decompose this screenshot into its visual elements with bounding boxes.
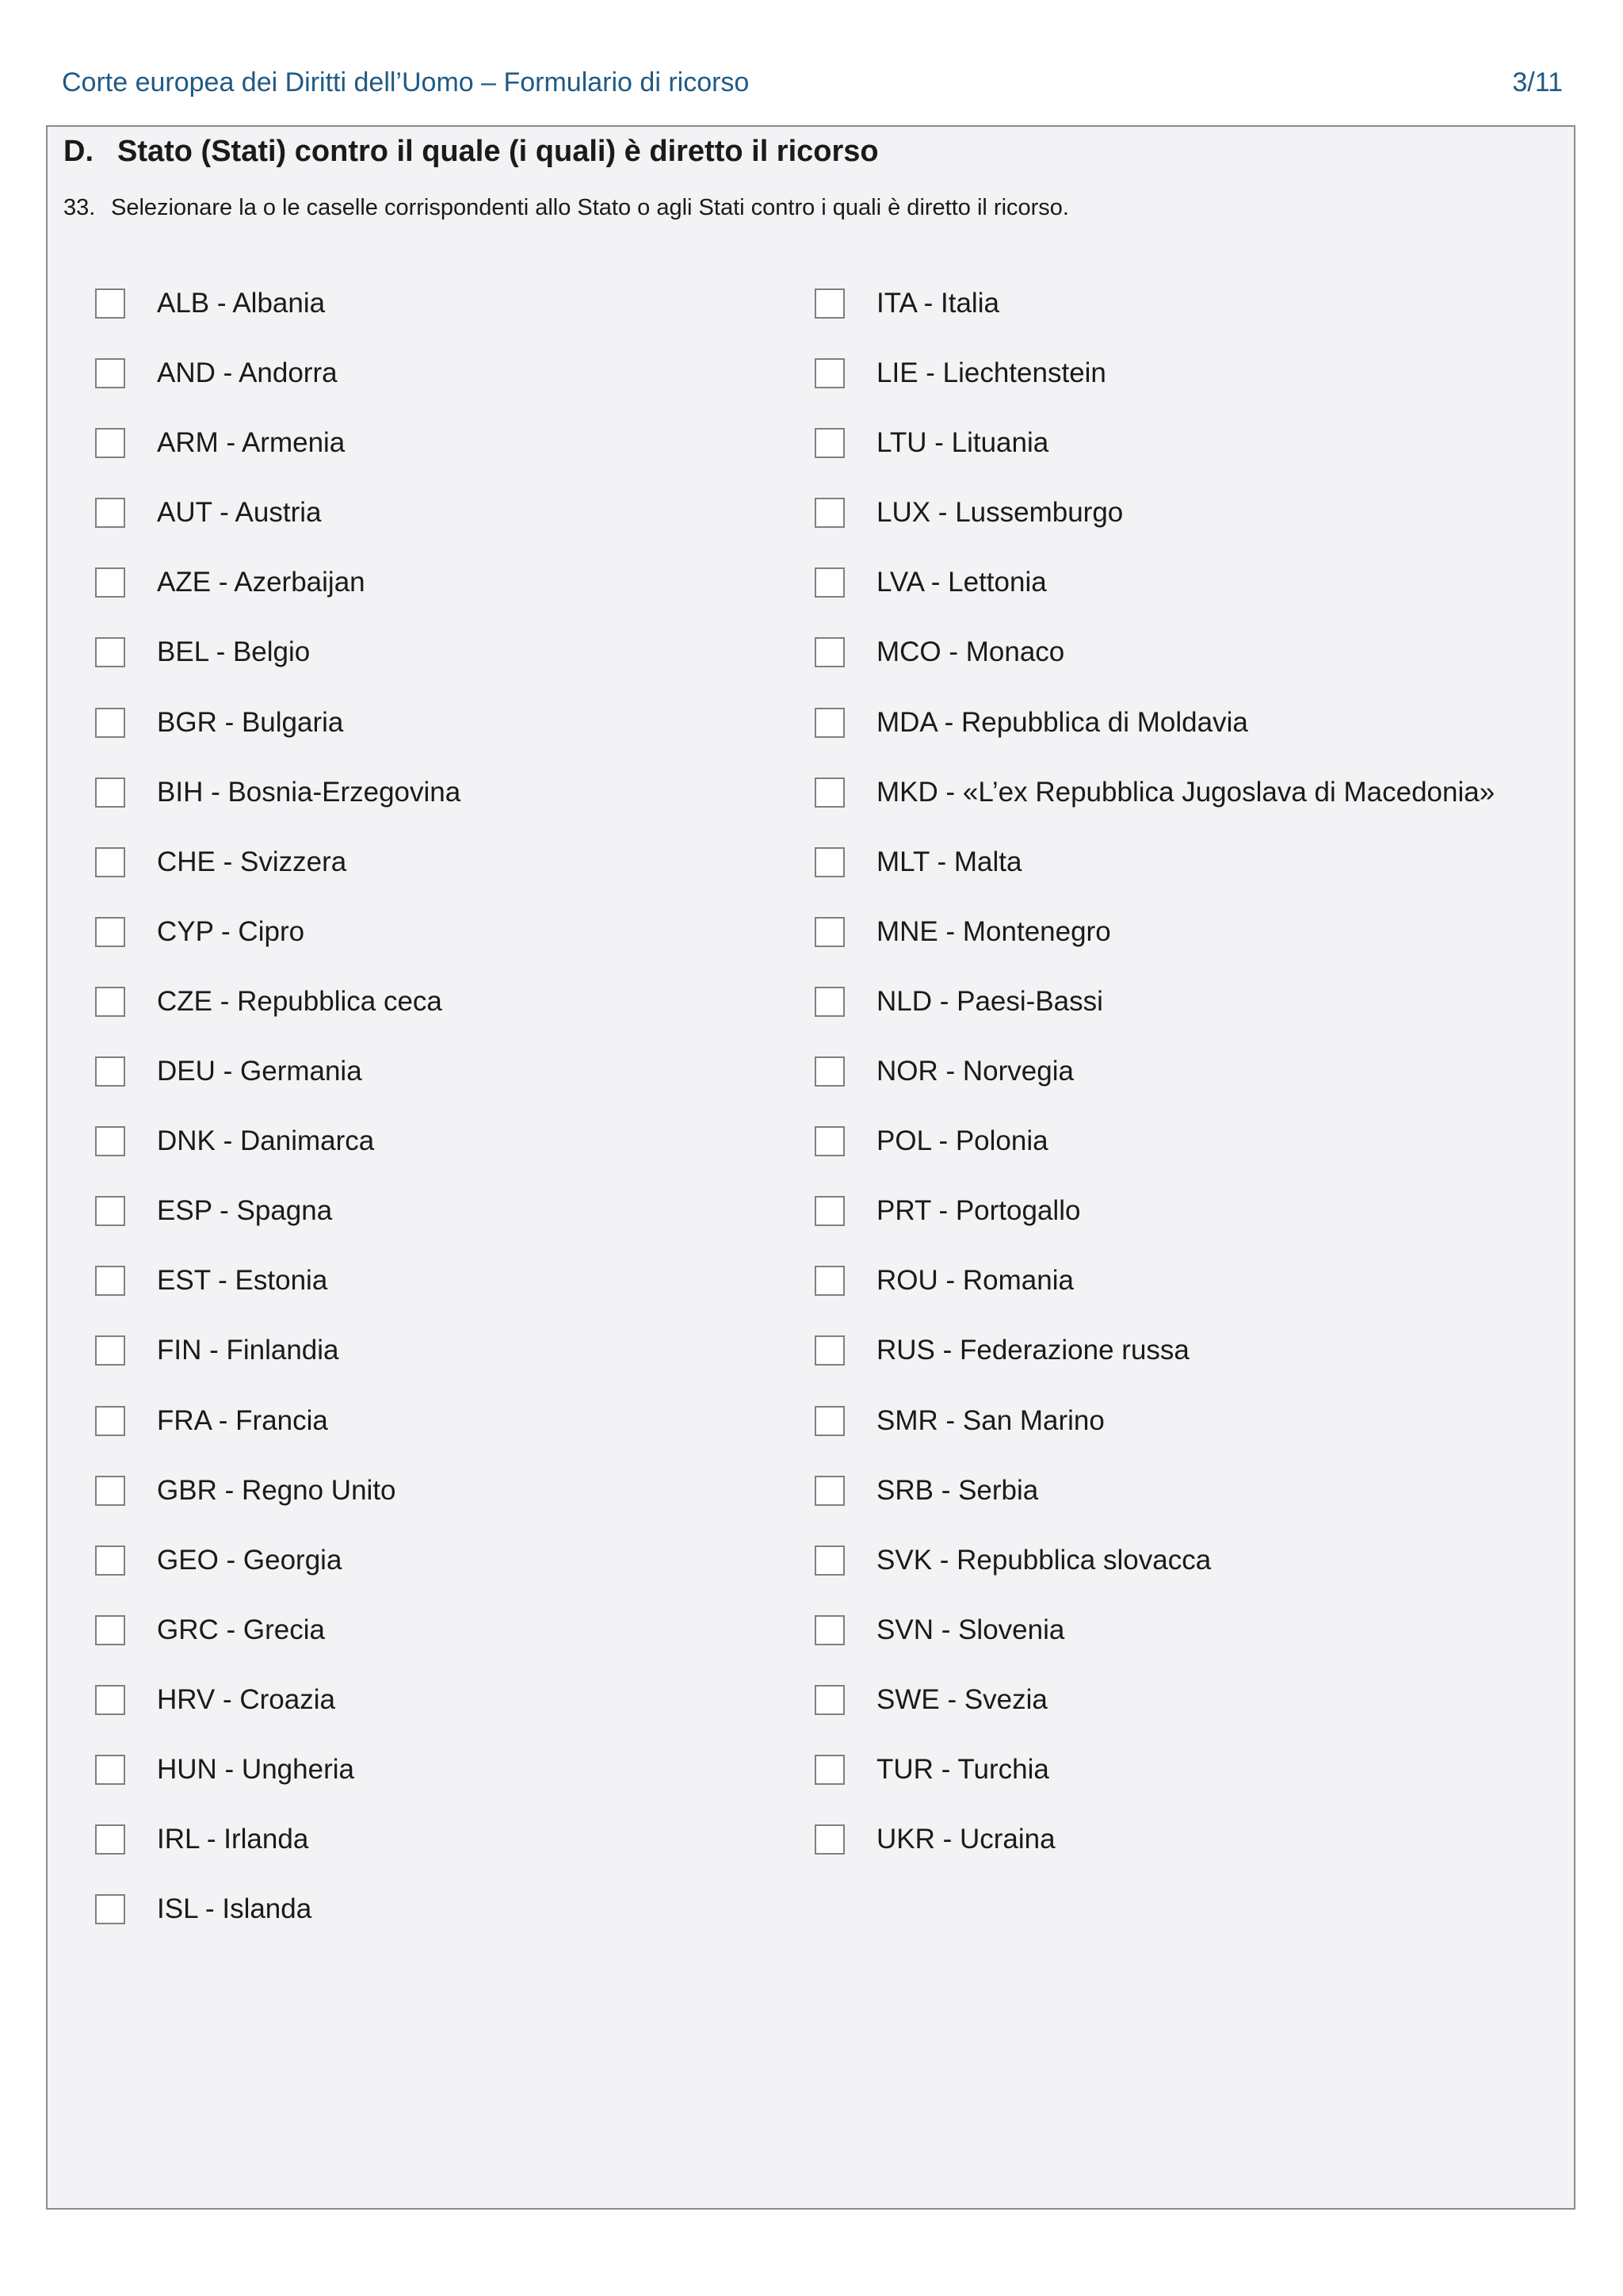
state-item-srb xyxy=(815,1473,1495,1542)
state-item-bel xyxy=(95,634,460,704)
checkbox-alb[interactable] xyxy=(95,288,125,319)
state-item-mco xyxy=(815,634,1495,704)
checkbox-cyp[interactable] xyxy=(95,917,125,947)
state-label-mkd: MKD - «L’ex Repubblica Jugoslava di Macedonia» xyxy=(876,776,1495,808)
state-item-aze xyxy=(95,564,460,634)
checkbox-rus[interactable] xyxy=(815,1335,845,1366)
checkbox-lva[interactable] xyxy=(815,567,845,598)
checkbox-mlt[interactable] xyxy=(815,847,845,877)
state-label-lie: LIE - Liechtenstein xyxy=(876,357,1106,389)
checkbox-ltu[interactable] xyxy=(815,428,845,458)
checkbox-arm[interactable] xyxy=(95,428,125,458)
checkbox-aut[interactable] xyxy=(95,498,125,528)
state-item-est xyxy=(95,1263,460,1332)
checkbox-nld[interactable] xyxy=(815,987,845,1017)
state-item-bih xyxy=(95,774,460,844)
state-label-tur: TUR - Turchia xyxy=(876,1753,1049,1785)
state-label-ltu: LTU - Lituania xyxy=(876,427,1049,459)
state-item-lva xyxy=(815,564,1495,634)
state-label-smr: SMR - San Marino xyxy=(876,1404,1105,1436)
state-item-cyp xyxy=(95,914,460,984)
state-item-mkd xyxy=(815,774,1495,844)
question-number: 33. xyxy=(63,195,96,220)
state-item-fra xyxy=(95,1403,460,1473)
checkbox-lux[interactable] xyxy=(815,498,845,528)
state-item-svk xyxy=(815,1542,1495,1612)
checkbox-mda[interactable] xyxy=(815,708,845,738)
state-item-grc xyxy=(95,1612,460,1682)
state-label-alb: ALB - Albania xyxy=(157,288,326,319)
state-item-smr xyxy=(815,1403,1495,1473)
checkbox-geo[interactable] xyxy=(95,1545,125,1576)
state-label-dnk: DNK - Danimarca xyxy=(157,1125,375,1157)
checkbox-fin[interactable] xyxy=(95,1335,125,1366)
state-item-isl xyxy=(95,1891,460,1961)
state-label-rou: ROU - Romania xyxy=(876,1265,1074,1297)
state-item-tur xyxy=(815,1752,1495,1821)
state-label-deu: DEU - Germania xyxy=(157,1056,362,1087)
state-item-svn xyxy=(815,1612,1495,1682)
state-item-swe xyxy=(815,1682,1495,1752)
state-label-mco: MCO - Monaco xyxy=(876,636,1065,668)
state-item-and xyxy=(95,355,460,425)
checkbox-bgr[interactable] xyxy=(95,708,125,738)
state-label-fin: FIN - Finlandia xyxy=(157,1335,339,1366)
state-item-arm xyxy=(95,425,460,495)
page-number: 3/11 xyxy=(1512,67,1563,97)
checkbox-pol[interactable] xyxy=(815,1126,845,1156)
state-label-pol: POL - Polonia xyxy=(876,1125,1048,1157)
state-list-right xyxy=(815,285,1495,1891)
state-label-hun: HUN - Ungheria xyxy=(157,1753,354,1785)
checkbox-cze[interactable] xyxy=(95,987,125,1017)
checkbox-bel[interactable] xyxy=(95,637,125,667)
state-item-bgr xyxy=(95,705,460,774)
state-item-nld xyxy=(815,984,1495,1053)
state-item-nor xyxy=(815,1053,1495,1123)
checkbox-mco[interactable] xyxy=(815,637,845,667)
state-item-pol xyxy=(815,1123,1495,1193)
state-label-and: AND - Andorra xyxy=(157,357,338,389)
question-33 xyxy=(63,195,1069,221)
state-item-geo xyxy=(95,1542,460,1612)
state-label-gbr: GBR - Regno Unito xyxy=(157,1474,396,1506)
state-label-esp: ESP - Spagna xyxy=(157,1195,333,1227)
checkbox-ukr[interactable] xyxy=(815,1824,845,1855)
state-label-bgr: BGR - Bulgaria xyxy=(157,706,344,738)
state-item-mlt xyxy=(815,844,1495,914)
checkbox-isl[interactable] xyxy=(95,1894,125,1924)
state-item-alb xyxy=(95,285,460,355)
state-label-grc: GRC - Grecia xyxy=(157,1614,325,1645)
checkbox-prt[interactable] xyxy=(815,1196,845,1226)
section-d-panel xyxy=(46,125,1575,2210)
state-label-nor: NOR - Norvegia xyxy=(876,1056,1074,1087)
state-label-geo: GEO - Georgia xyxy=(157,1544,342,1576)
checkbox-est[interactable] xyxy=(95,1266,125,1296)
state-label-bel: BEL - Belgio xyxy=(157,636,311,668)
section-letter: D. xyxy=(63,135,94,168)
state-item-rus xyxy=(815,1332,1495,1402)
checkbox-srb[interactable] xyxy=(815,1476,845,1506)
state-label-fra: FRA - Francia xyxy=(157,1404,328,1436)
state-label-che: CHE - Svizzera xyxy=(157,846,347,877)
state-item-dnk xyxy=(95,1123,460,1193)
state-label-rus: RUS - Federazione russa xyxy=(876,1335,1190,1366)
state-item-lie xyxy=(815,355,1495,425)
state-label-lux: LUX - Lussemburgo xyxy=(876,497,1124,529)
checkbox-gbr[interactable] xyxy=(95,1476,125,1506)
checkbox-mne[interactable] xyxy=(815,917,845,947)
state-item-mda xyxy=(815,705,1495,774)
checkbox-nor[interactable] xyxy=(815,1056,845,1087)
checkbox-tur[interactable] xyxy=(815,1755,845,1785)
state-item-prt xyxy=(815,1193,1495,1263)
state-item-ita xyxy=(815,285,1495,355)
state-label-srb: SRB - Serbia xyxy=(876,1474,1039,1506)
state-label-ita: ITA - Italia xyxy=(876,288,999,319)
state-label-irl: IRL - Irlanda xyxy=(157,1824,309,1855)
state-item-lux xyxy=(815,495,1495,564)
state-item-deu xyxy=(95,1053,460,1123)
checkbox-fra[interactable] xyxy=(95,1406,125,1436)
checkbox-grc[interactable] xyxy=(95,1615,125,1645)
state-label-svn: SVN - Slovenia xyxy=(876,1614,1065,1645)
state-list-left xyxy=(95,285,460,1961)
checkbox-aze[interactable] xyxy=(95,567,125,598)
state-item-mne xyxy=(815,914,1495,984)
state-item-ltu xyxy=(815,425,1495,495)
state-label-mda: MDA - Repubblica di Moldavia xyxy=(876,706,1248,738)
checkbox-irl[interactable] xyxy=(95,1824,125,1855)
state-label-aut: AUT - Austria xyxy=(157,497,322,529)
checkbox-che[interactable] xyxy=(95,847,125,877)
checkbox-dnk[interactable] xyxy=(95,1126,125,1156)
checkbox-deu[interactable] xyxy=(95,1056,125,1087)
state-item-hun xyxy=(95,1752,460,1821)
state-label-est: EST - Estonia xyxy=(157,1265,328,1297)
section-title xyxy=(63,135,879,169)
state-label-mlt: MLT - Malta xyxy=(876,846,1022,877)
state-item-rou xyxy=(815,1263,1495,1332)
state-item-ukr xyxy=(815,1821,1495,1891)
checkbox-swe[interactable] xyxy=(815,1685,845,1715)
checkbox-smr[interactable] xyxy=(815,1406,845,1436)
state-label-mne: MNE - Montenegro xyxy=(876,915,1111,947)
state-item-aut xyxy=(95,495,460,564)
state-item-esp xyxy=(95,1193,460,1263)
state-label-bih: BIH - Bosnia-Erzegovina xyxy=(157,776,461,808)
state-label-aze: AZE - Azerbaijan xyxy=(157,567,365,598)
state-item-gbr xyxy=(95,1473,460,1542)
header-title: Corte europea dei Diritti dell’Uomo – Formulario di ricorso xyxy=(62,67,750,97)
checkbox-hrv[interactable] xyxy=(95,1685,125,1715)
page-header xyxy=(62,60,1563,105)
state-label-prt: PRT - Portogallo xyxy=(876,1195,1081,1227)
checkbox-ita[interactable] xyxy=(815,288,845,319)
state-item-che xyxy=(95,844,460,914)
question-text: Selezionare la o le caselle corrispondenti allo Stato o agli Stati contro i quali è diretto il ricorso. xyxy=(111,195,1069,220)
state-label-ukr: UKR - Ucraina xyxy=(876,1824,1056,1855)
state-label-lva: LVA - Lettonia xyxy=(876,567,1047,598)
state-label-cyp: CYP - Cipro xyxy=(157,915,305,947)
checkbox-hun[interactable] xyxy=(95,1755,125,1785)
state-label-svk: SVK - Repubblica slovacca xyxy=(876,1544,1212,1576)
state-item-irl xyxy=(95,1821,460,1891)
state-label-swe: SWE - Svezia xyxy=(876,1683,1048,1715)
state-label-isl: ISL - Islanda xyxy=(157,1893,312,1925)
state-label-cze: CZE - Repubblica ceca xyxy=(157,985,442,1017)
checkbox-rou[interactable] xyxy=(815,1266,845,1296)
checkbox-bih[interactable] xyxy=(95,777,125,808)
state-label-arm: ARM - Armenia xyxy=(157,427,346,459)
checkbox-esp[interactable] xyxy=(95,1196,125,1226)
checkbox-lie[interactable] xyxy=(815,358,845,388)
state-item-hrv xyxy=(95,1682,460,1752)
section-title-text: Stato (Stati) contro il quale (i quali) è diretto il ricorso xyxy=(117,135,879,168)
checkbox-mkd[interactable] xyxy=(815,777,845,808)
state-item-cze xyxy=(95,984,460,1053)
state-item-fin xyxy=(95,1332,460,1402)
checkbox-svn[interactable] xyxy=(815,1615,845,1645)
state-label-nld: NLD - Paesi-Bassi xyxy=(876,985,1103,1017)
checkbox-and[interactable] xyxy=(95,358,125,388)
checkbox-svk[interactable] xyxy=(815,1545,845,1576)
state-label-hrv: HRV - Croazia xyxy=(157,1683,335,1715)
